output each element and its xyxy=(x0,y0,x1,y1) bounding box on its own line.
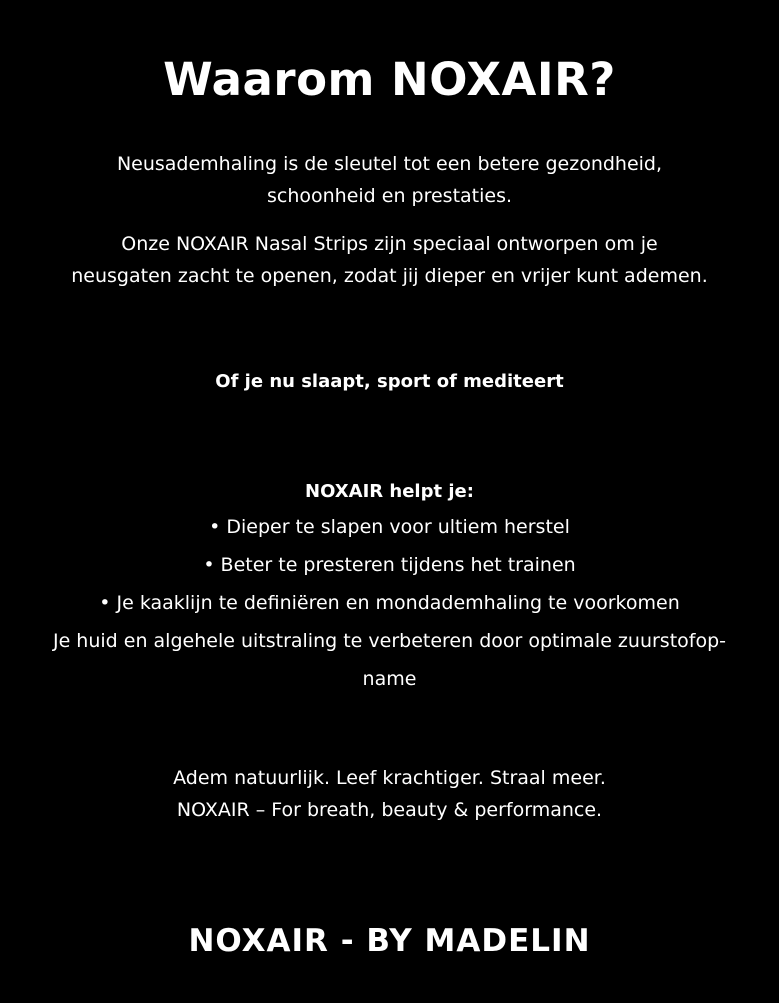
intro-line-2: schoonheid en prestaties. xyxy=(266,185,513,207)
description-line-1: Onze NOXAIR Nasal Strips zijn speciaal ontworpen om je xyxy=(121,233,658,255)
description-paragraph xyxy=(0,228,779,292)
bullet-icon: • xyxy=(99,592,111,614)
benefit-item xyxy=(0,508,779,546)
tagline xyxy=(0,762,779,826)
benefit-item-continuation xyxy=(0,660,779,698)
page-title: Waarom NOXAIR? xyxy=(163,53,616,106)
description-line-2: neusgaten zacht te openen, zodat jij dieper en vrijer kunt ademen. xyxy=(71,265,708,287)
benefit-text: Je kaaklijn te definiëren en mondademhaling te voorkomen xyxy=(116,592,680,614)
benefits-list xyxy=(0,508,779,698)
benefits-heading: NOXAIR helpt je: xyxy=(305,481,474,502)
benefit-text: Beter te presteren tijdens het trainen xyxy=(220,554,576,576)
benefit-item xyxy=(0,546,779,584)
benefit-text: name xyxy=(362,668,417,690)
benefit-item xyxy=(0,584,779,622)
intro-line-1: Neusademhaling is de sleutel tot een betere gezondheid, xyxy=(116,153,663,175)
tagline-line-2: NOXAIR – For breath, beauty & performance. xyxy=(176,799,603,821)
brand-footer: NOXAIR - BY MADELIN xyxy=(188,923,591,959)
bullet-icon: • xyxy=(203,554,215,576)
benefit-item xyxy=(0,622,779,660)
intro-paragraph xyxy=(0,148,779,212)
bullet-icon: • xyxy=(209,516,221,538)
tagline-line-1: Adem natuurlijk. Leef krachtiger. Straal meer. xyxy=(173,767,606,789)
subheading: Of je nu slaapt, sport of mediteert xyxy=(215,371,564,392)
benefit-text: Je huid en algehele uitstraling te verbeteren door optimale zuurstofop- xyxy=(52,630,727,652)
benefit-text: Dieper te slapen voor ultiem herstel xyxy=(226,516,570,538)
